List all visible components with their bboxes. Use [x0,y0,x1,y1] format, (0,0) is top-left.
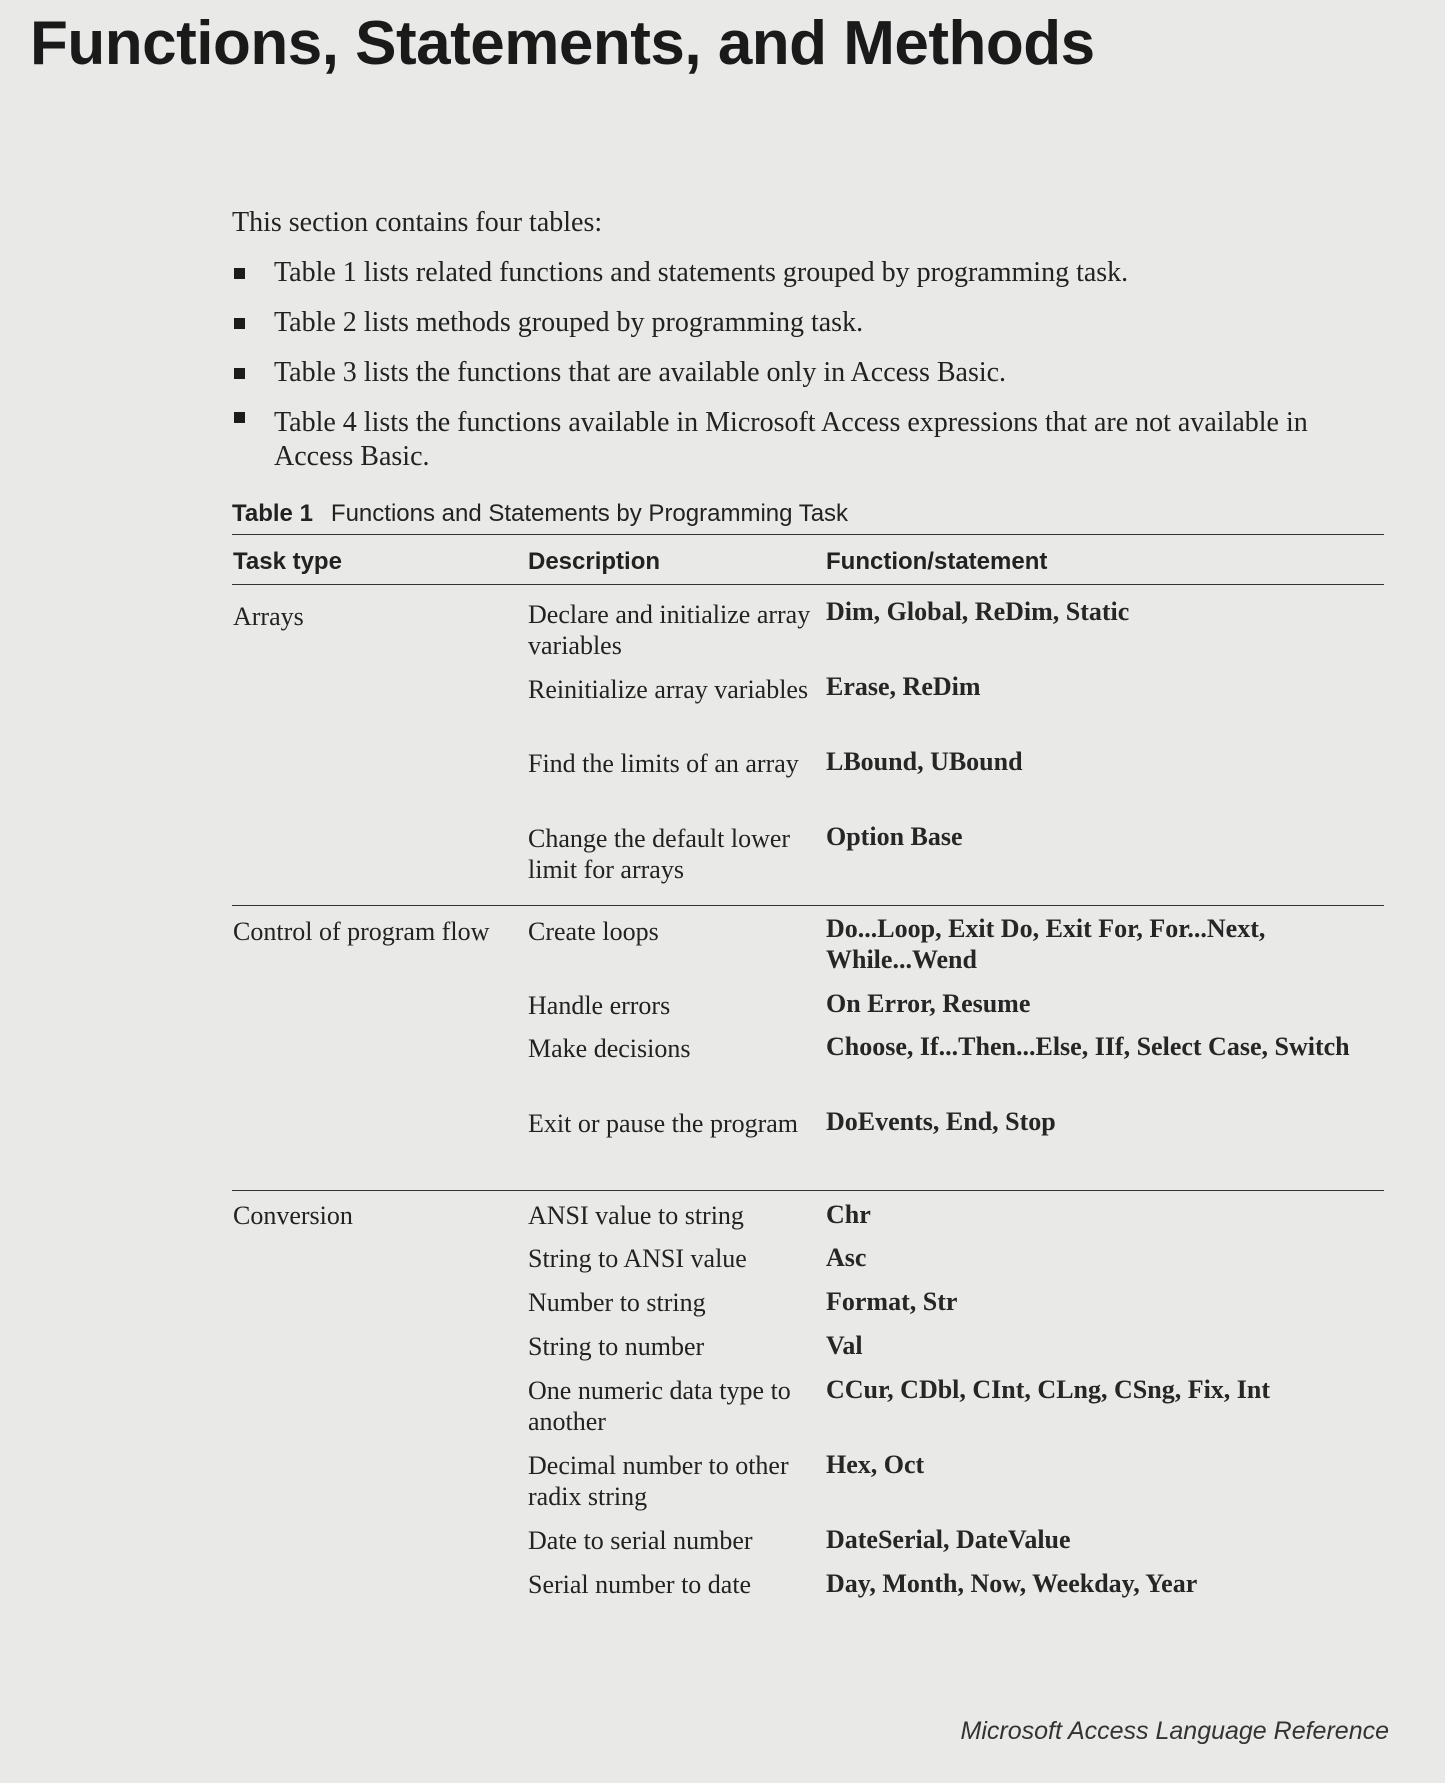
function-cell: LBound, UBound [826,747,1023,776]
page-title: Functions, Statements, and Methods [30,9,1095,78]
description-cell: Find the limits of an array [528,749,799,778]
table-list-item [232,348,1382,398]
function-cell: Format, Str [826,1287,958,1316]
function-cell: Val [826,1331,863,1360]
table-list-item [232,298,1382,348]
table-caption [232,500,848,528]
square-bullet-icon [234,318,245,329]
table-list-item-text: Table 3 lists the functions that are available only in Access Basic. [274,357,1007,388]
function-cell: DoEvents, End, Stop [826,1107,1056,1136]
task-type-cell: Arrays [233,602,304,631]
square-bullet-icon [234,268,245,279]
header-description: Description [528,548,661,575]
task-type-cell: Conversion [233,1201,353,1230]
intro-section [232,198,1382,474]
function-cell: Dim, Global, ReDim, Static [826,597,1130,626]
group-divider [232,905,1384,906]
description-cell: ANSI value to string [528,1201,744,1230]
function-cell: Asc [826,1243,867,1272]
table-top-rule [232,534,1384,535]
description-cell: Reinitialize array variables [528,675,809,704]
description-cell: One numeric data type to another [528,1376,791,1436]
description-cell: Handle errors [528,991,671,1020]
page-footer: Microsoft Access Language Reference [960,1717,1389,1745]
table-list [232,248,1382,474]
function-cell: Day, Month, Now, Weekday, Year [826,1569,1198,1598]
function-cell: Hex, Oct [826,1450,925,1479]
square-bullet-icon [234,412,245,423]
description-cell: Number to string [528,1288,706,1317]
table-list-item [232,398,1382,474]
description-cell: String to ANSI value [528,1244,747,1273]
table-list-item-text: Table 1 lists related functions and statements grouped by programming task. [274,257,1129,288]
table-list-item-text: Table 2 lists methods grouped by programming task. [274,307,864,338]
function-cell: Chr [826,1200,871,1229]
group-divider [232,1190,1384,1191]
intro-lead: This section contains four tables: [232,207,603,238]
description-cell: Date to serial number [528,1526,753,1555]
header-task-type: Task type [233,548,342,575]
description-cell: Make decisions [528,1034,691,1063]
description-cell: Create loops [528,917,659,946]
table-list-item [232,248,1382,298]
header-bottom-rule [232,584,1384,585]
description-cell: Decimal number to other radix string [528,1451,789,1511]
description-cell: Exit or pause the program [528,1109,799,1138]
header-function-statement: Function/statement [826,548,1048,575]
square-bullet-icon [234,368,245,379]
function-cell: On Error, Resume [826,989,1031,1018]
task-type-cell: Control of program flow [233,917,490,946]
description-cell: Declare and initialize array variables [528,600,811,660]
description-cell: Change the default lower limit for arrays [528,824,791,884]
table-list-item-text: Table 4 lists the functions available in Microsoft Access expressions that are not available in Access Basic. [274,407,1308,472]
function-cell: Do...Loop, Exit Do, Exit For, For...Next, While...Wend [826,914,1266,974]
description-cell: String to number [528,1332,705,1361]
function-cell: DateSerial, DateValue [826,1525,1071,1554]
function-cell: Option Base [826,822,963,851]
description-cell: Serial number to date [528,1570,752,1599]
function-cell: CCur, CDbl, CInt, CLng, CSng, Fix, Int [826,1375,1271,1404]
table-caption-number: Table 1 [232,500,313,527]
table-caption-text: Functions and Statements by Programming Task [330,500,849,527]
function-cell: Erase, ReDim [826,672,981,701]
function-cell: Choose, If...Then...Else, IIf, Select Case, Switch [826,1032,1350,1061]
